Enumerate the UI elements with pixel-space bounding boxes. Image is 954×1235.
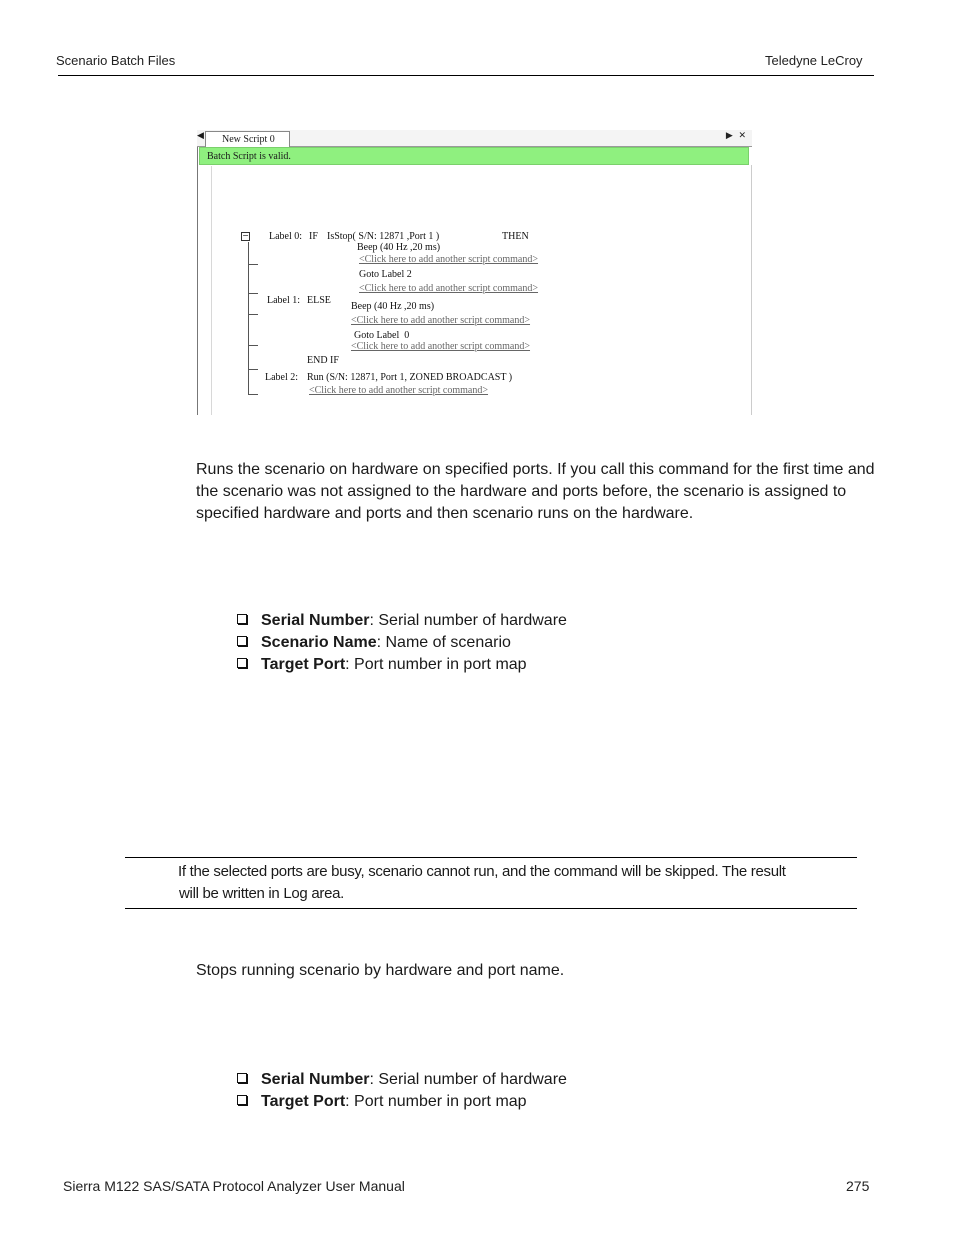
checkbox-bullet-icon <box>237 1095 247 1105</box>
script-label[interactable]: Label 2: <box>265 372 299 383</box>
add-command-link[interactable]: <Click here to add another script command> <box>359 254 539 265</box>
add-command-link[interactable]: <Click here to add another script command> <box>309 385 489 396</box>
header-rule <box>58 75 874 76</box>
script-keyword[interactable]: END IF <box>307 355 339 366</box>
tab-new-script[interactable]: New Script 0 <box>205 131 290 147</box>
script-keyword[interactable]: ELSE <box>307 295 331 306</box>
editor-gutter <box>211 166 212 415</box>
param-item <box>237 610 567 632</box>
param-name: Scenario Name <box>261 634 377 651</box>
header-title: Scenario Batch Files <box>56 53 176 68</box>
param-desc: : Name of scenario <box>376 634 511 651</box>
tree-branch <box>248 293 258 294</box>
note-top-rule <box>125 857 857 858</box>
tree-branch <box>248 369 258 370</box>
param-name: Target Port <box>261 656 346 673</box>
page-number: 275 <box>846 1178 870 1194</box>
tab-bar <box>197 130 752 147</box>
script-command[interactable]: Beep (40 Hz ,20 ms) <box>357 242 441 253</box>
add-command-link[interactable]: <Click here to add another script command> <box>351 315 531 326</box>
checkbox-bullet-icon <box>237 1073 247 1083</box>
param-item <box>237 1091 527 1113</box>
param-item <box>237 654 527 676</box>
script-keyword[interactable]: IF <box>309 231 318 242</box>
script-keyword[interactable]: THEN <box>502 231 529 242</box>
script-command[interactable]: Run (S/N: 12871, Port 1, ZONED BROADCAST ) <box>307 372 513 383</box>
note-bottom-rule <box>125 908 857 909</box>
script-command[interactable]: Goto Label 2 <box>359 269 412 280</box>
param-name: Serial Number <box>261 1071 370 1088</box>
add-command-link[interactable]: <Click here to add another script command> <box>351 341 531 352</box>
param-item <box>237 1069 567 1091</box>
script-command[interactable]: Goto Label 0 <box>354 330 410 341</box>
checkbox-bullet-icon <box>237 636 247 646</box>
validation-status: Batch Script is valid. <box>199 147 749 165</box>
collapse-icon[interactable]: − <box>242 231 249 240</box>
param-desc: : Port number in port map <box>345 1093 527 1110</box>
add-command-link[interactable]: <Click here to add another script command> <box>359 283 539 294</box>
script-condition[interactable]: IsStop( S/N: 12871 ,Port 1 ) <box>327 231 440 242</box>
param-name: Serial Number <box>261 612 370 629</box>
scroll-left-icon: ◀ <box>197 131 204 141</box>
checkbox-bullet-icon <box>237 614 247 624</box>
tree-branch <box>248 394 258 395</box>
script-label[interactable]: Label 0: <box>269 231 303 242</box>
param-desc: : Serial number of hardware <box>369 1071 567 1088</box>
tree-branch <box>248 345 258 346</box>
tab-nav-icons: ▶ ✕ <box>725 131 746 141</box>
script-label[interactable]: Label 1: <box>267 295 301 306</box>
param-item <box>237 632 511 654</box>
stop-description: Stops running scenario by hardware and port name. <box>196 962 565 979</box>
run-description: Runs the scenario on hardware on specified ports. If you call this command for the first time and the scenario was not assigned to the hardware and ports before, the scenario is assigned to specified hardware and ports and then scenario runs on the hardware. <box>196 461 875 522</box>
tree-branch <box>248 264 258 265</box>
param-name: Target Port <box>261 1093 346 1110</box>
checkbox-bullet-icon <box>237 658 247 668</box>
note-line: will be written in Log area. <box>179 885 345 902</box>
note-line: If the selected ports are busy, scenario cannot run, and the command will be skipped. The result <box>178 863 786 880</box>
tree-branch <box>248 314 258 315</box>
param-desc: : Port number in port map <box>345 656 527 673</box>
script-editor-screenshot <box>197 130 753 415</box>
footer-title: Sierra M122 SAS/SATA Protocol Analyzer User Manual <box>63 1178 405 1194</box>
panel-left-border <box>197 147 198 415</box>
param-desc: : Serial number of hardware <box>369 612 567 629</box>
header-company: Teledyne LeCroy <box>765 53 863 68</box>
script-command[interactable]: Beep (40 Hz ,20 ms) <box>351 301 435 312</box>
panel-right-border <box>751 165 752 415</box>
